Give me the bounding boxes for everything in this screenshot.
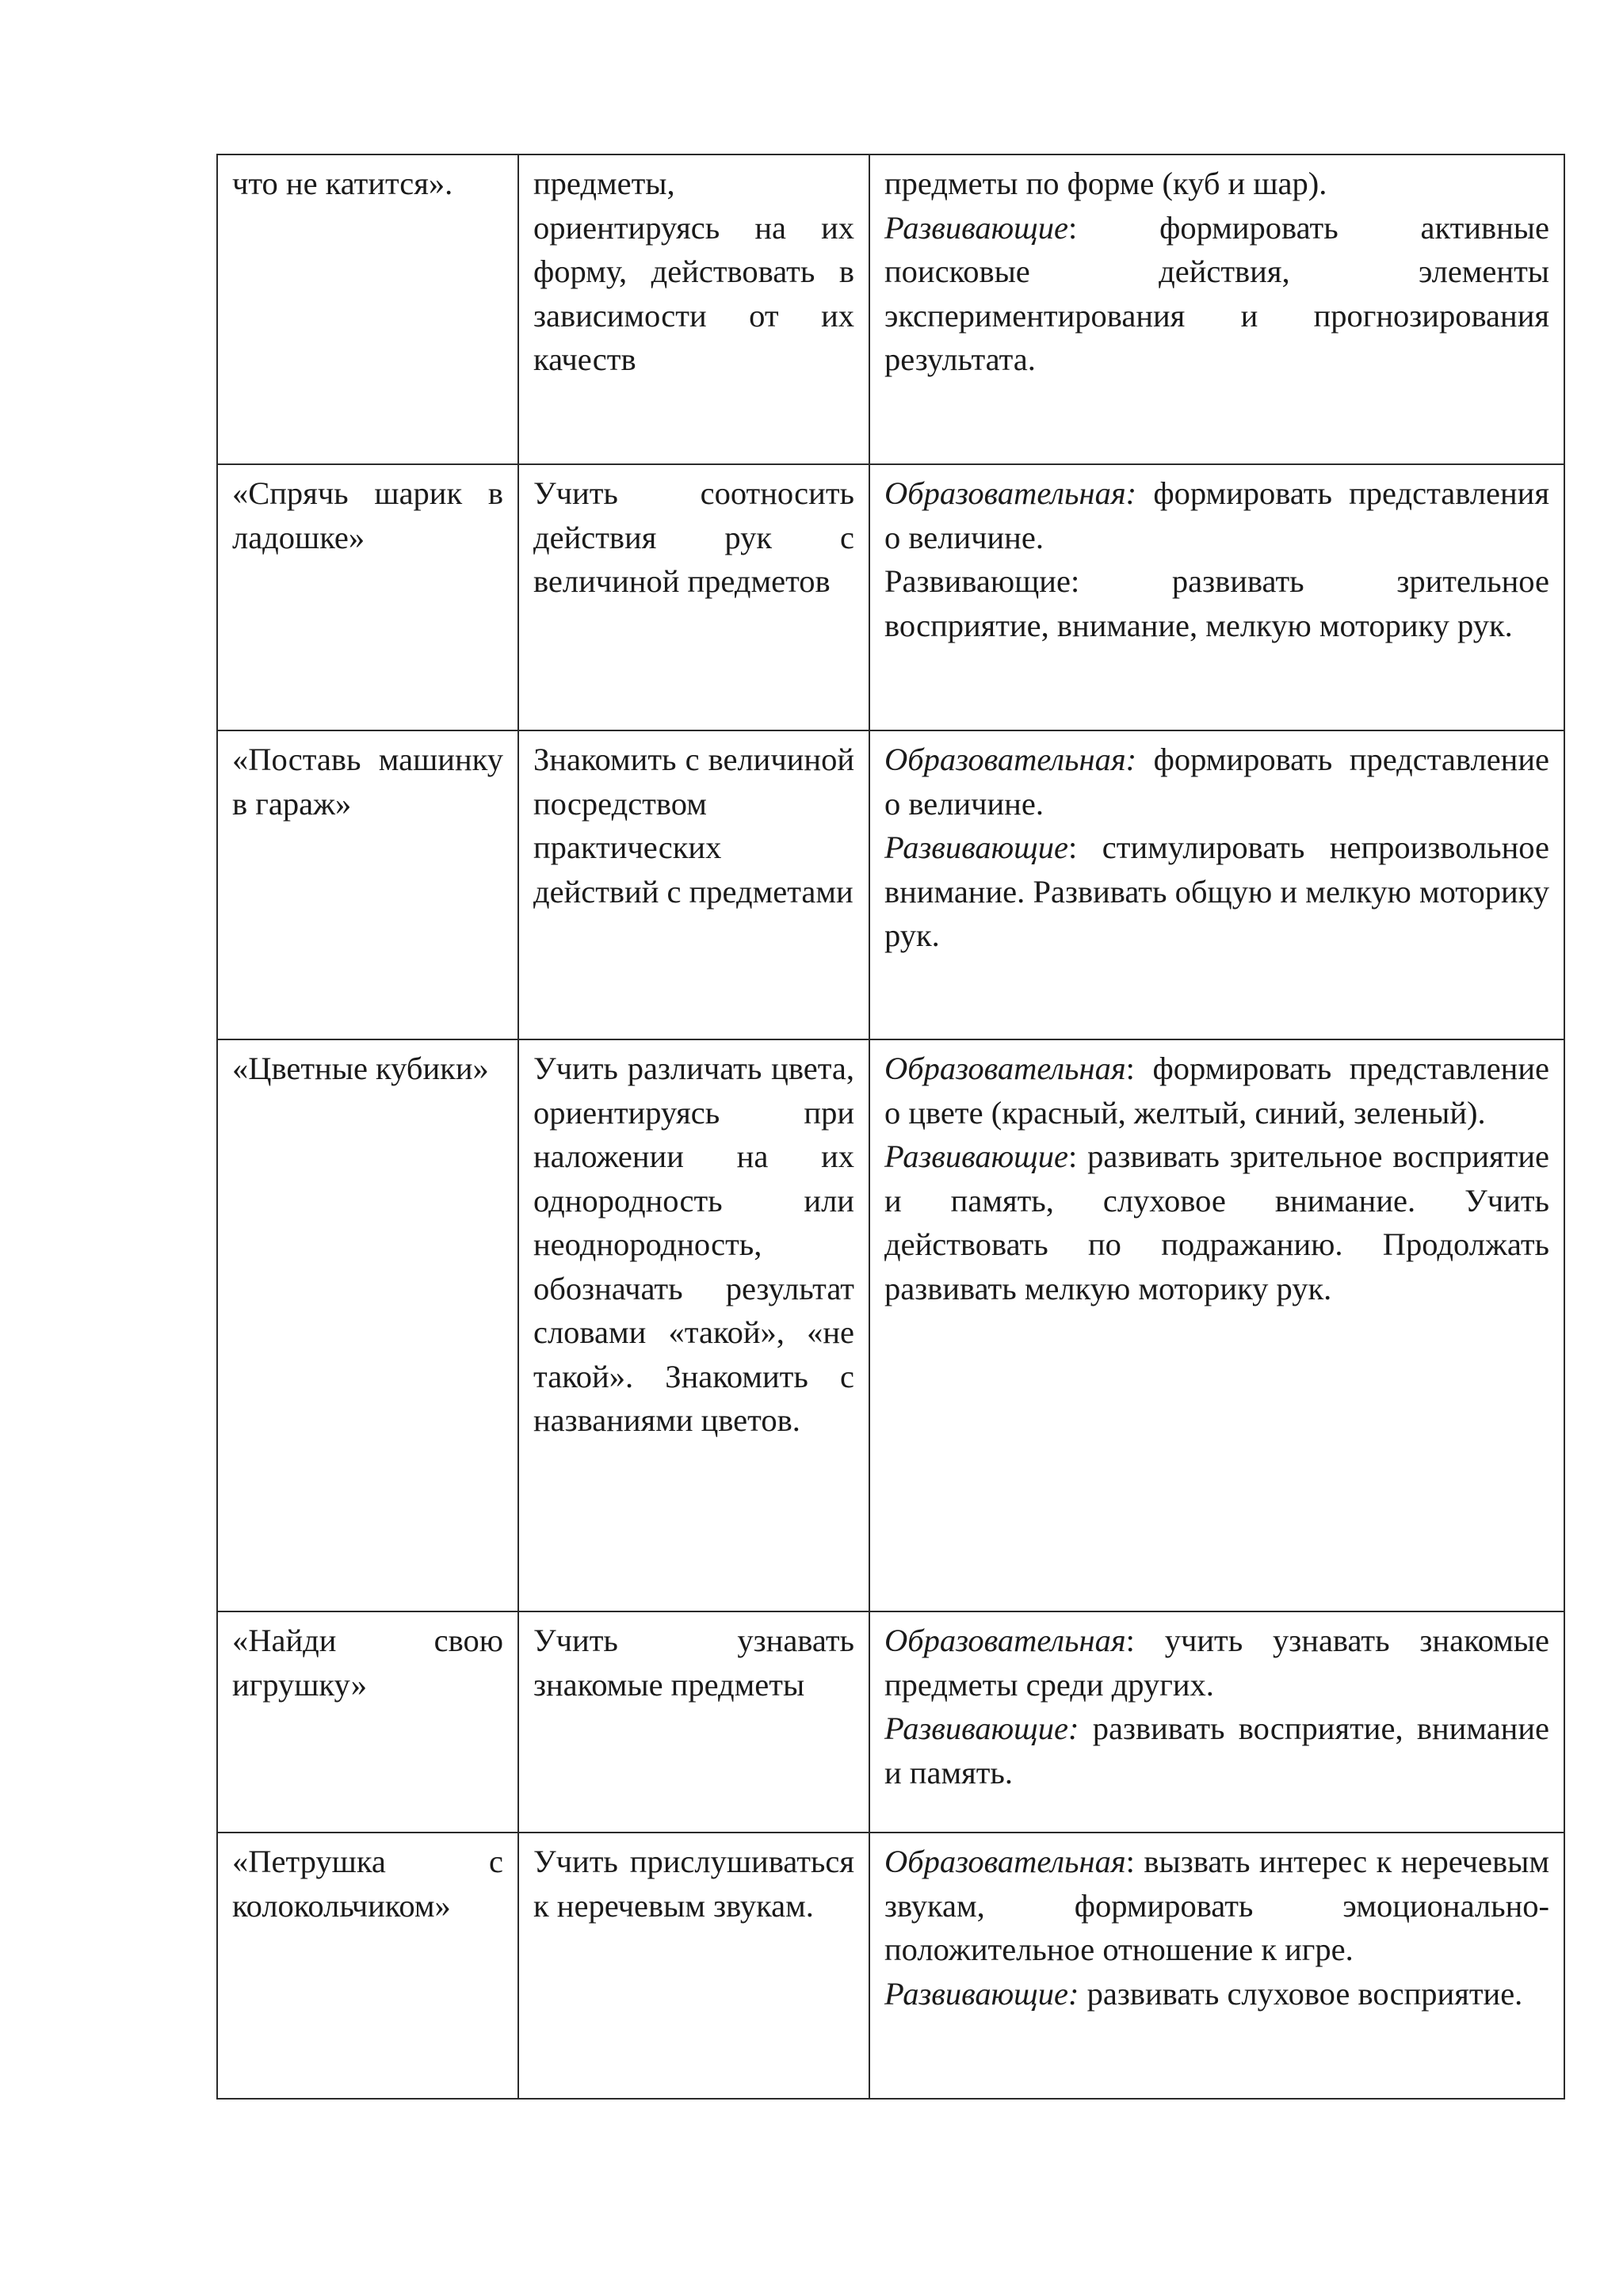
game-name-text: «Спрячь шарик в ладошке»: [232, 475, 503, 555]
task-cell: [518, 1039, 869, 1611]
goal-line: [884, 1840, 1549, 1972]
goal-label: Образовательная:: [884, 475, 1137, 511]
game-name-cell: [217, 1611, 518, 1833]
goal-label: Развивающие:: [884, 1711, 1079, 1746]
task-cell: [518, 730, 869, 1039]
goal-line: [884, 206, 1549, 382]
goal-text: Развивающие: развивать зрительное восприятие, внимание, мелкую моторику рук.: [884, 563, 1549, 643]
goal-line: [884, 1972, 1549, 2016]
game-name-text: «Петрушка с колокольчиком»: [232, 1844, 503, 1924]
goals-cell: [869, 1611, 1564, 1833]
goals-cell: [869, 464, 1564, 730]
game-name-cell: [217, 154, 518, 464]
goal-line: [884, 559, 1549, 647]
goal-text: предметы по форме (куб и шар).: [884, 166, 1327, 201]
table-row: [217, 730, 1564, 1039]
goal-label: Образовательная: [884, 1844, 1126, 1879]
goal-label: Образовательная: [884, 1051, 1126, 1086]
goal-label: Развивающие: [884, 209, 1068, 246]
task-text: Учить соотносить действия рук с величиной предметов: [533, 475, 854, 599]
goal-line: [884, 471, 1549, 559]
table-row: [217, 1611, 1564, 1833]
goal-text: развивать восприятие, внимание и память.: [884, 1711, 1549, 1791]
goal-text: развивать слуховое восприятие.: [1079, 1975, 1523, 2012]
goal-line: [884, 162, 1549, 206]
goal-label: Образовательная: [884, 1623, 1126, 1658]
goal-text: : формировать активные поисковые действия, элементы экспериментирования и прогнозирования результата.: [884, 209, 1549, 377]
game-name-text: «Найди свою игрушку»: [232, 1623, 503, 1703]
goal-line: [884, 1047, 1549, 1135]
goal-line: [884, 738, 1549, 826]
game-name-text: «Цветные кубики»: [232, 1051, 489, 1086]
game-name-cell: [217, 730, 518, 1039]
goal-line: [884, 1619, 1549, 1707]
task-cell: [518, 1833, 869, 2099]
task-cell: [518, 154, 869, 464]
task-text: предметы, ориентируясь на их форму, действовать в зависимости от их качеств: [533, 166, 854, 377]
goal-line: [884, 1135, 1549, 1310]
task-text: Учить прислушиваться к неречевым звукам.: [533, 1844, 854, 1924]
task-text: Знакомить с величиной посредством практических действий с предметами: [533, 742, 854, 910]
task-cell: [518, 464, 869, 730]
goal-text: формировать представление о величине.: [884, 742, 1549, 822]
goals-cell: [869, 1039, 1564, 1611]
goal-label: Развивающие: [884, 1138, 1068, 1174]
goals-cell: [869, 1833, 1564, 2099]
goal-text: : формировать представление о цвете (красный, желтый, синий, зеленый).: [884, 1051, 1549, 1131]
task-text: Учить узнавать знакомые предметы: [533, 1623, 854, 1703]
goal-text: : учить узнавать знакомые предметы среди других.: [884, 1623, 1549, 1703]
game-name-cell: [217, 1833, 518, 2099]
table-row: [217, 464, 1564, 730]
game-name-cell: [217, 464, 518, 730]
goal-text: формировать представления о величине.: [884, 475, 1549, 555]
table-row: [217, 1039, 1564, 1611]
goal-text: : развивать зрительное восприятие и память, слуховое внимание. Учить действовать по подражанию. Продолжать развивать мелкую моторику рук.: [884, 1138, 1549, 1306]
table-row: [217, 1833, 1564, 2099]
goal-line: [884, 1707, 1549, 1794]
game-name-text: что не катится».: [232, 166, 453, 201]
goal-line: [884, 826, 1549, 958]
goal-text: : стимулировать непроизвольное внимание. Развивать общую и мелкую моторику рук.: [884, 830, 1549, 953]
goal-label: Развивающие: [884, 830, 1068, 865]
games-table: [216, 154, 1565, 2100]
goal-label: Образовательная:: [884, 742, 1137, 777]
goals-cell: [869, 730, 1564, 1039]
game-name-text: «Поставь машинку в гараж»: [232, 742, 503, 822]
goal-label: Развивающие:: [884, 1975, 1079, 2012]
game-name-cell: [217, 1039, 518, 1611]
task-cell: [518, 1611, 869, 1833]
goal-text: : вызвать интерес к неречевым звукам, формировать эмоционально-положительное отношение к игре.: [884, 1844, 1549, 1967]
goals-cell: [869, 154, 1564, 464]
table-row: [217, 154, 1564, 464]
task-text: Учить различать цвета, ориентируясь при наложении на их однородность или неоднородность, обозначать результат словами «такой», «не такой». Знакомить с названиями цветов.: [533, 1051, 854, 1438]
